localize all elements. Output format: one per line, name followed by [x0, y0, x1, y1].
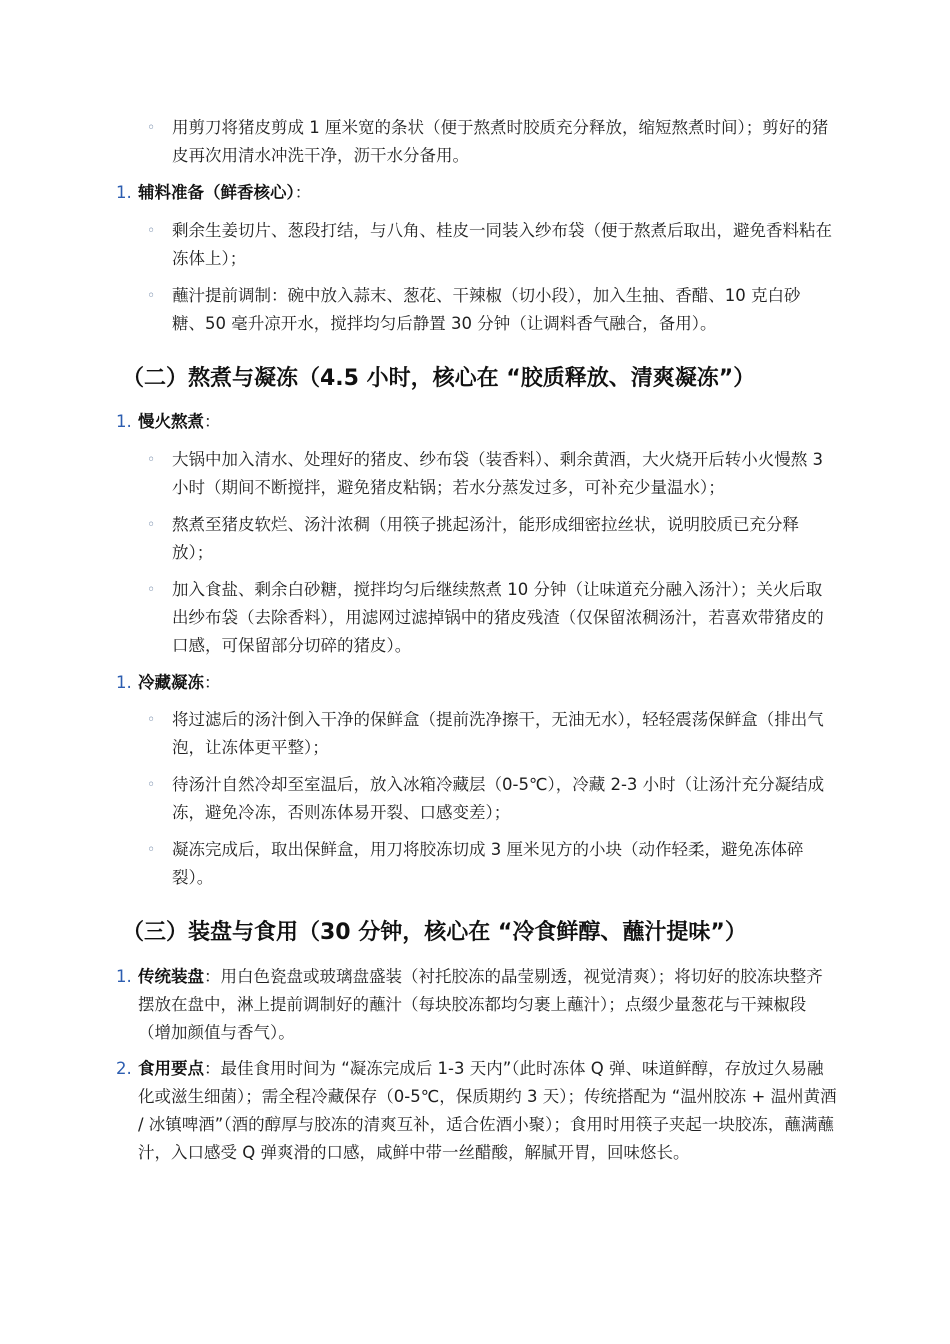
bullet-circle-icon: ◦ [147, 842, 156, 858]
bullet-circle-icon: ◦ [147, 777, 156, 793]
bullet-item [147, 836, 832, 892]
item-number: 1. [116, 673, 132, 692]
bullet-item [147, 282, 832, 338]
bullet-text: 待汤汁自然冷却至室温后，放入冰箱冷藏层（0-5℃），冷藏 2-3 小时（让汤汁充分凝结成冻，避免冷冻，否则冻体易开裂、口感变差）； [172, 775, 825, 822]
bullet-item [147, 114, 832, 170]
item-title: 慢火熬煮 [138, 412, 204, 431]
bullet-item [147, 217, 832, 273]
bullet-circle-icon: ◦ [147, 452, 156, 468]
section-heading: （三）装盘与食用（30 分钟，核心在 “冷食鲜醇、蘸汁提味”） [122, 920, 747, 945]
bullet-text: 加入食盐、剩余白砂糖，搅拌均匀后继续熬煮 10 分钟（让味道充分融入汤汁）；关火后取出纱布袋（去除香料），用滤网过滤掉锅中的猪皮残渣（仅保留浓稠汤汁，若喜欢带猪皮的口感，可保留部分切碎的猪皮）。 [172, 580, 824, 655]
item-text: ：最佳食用时间为 “凝冻完成后 1-3 天内”（此时冻体 Q 弹、味道鲜醇，存放过久易融化或滋生细菌）；需全程冷藏保存（0-5℃，保质期约 3 天）；传统搭配为 “温州胶冻 + 温州黄酒 / 冰镇啤酒”（酒的醇厚与胶冻的清爽互补，适合佐酒小聚）；食用时用筷子夹起一块胶冻，蘸满蘸汁，入口感受 Q 弹爽滑的口感，咸鲜中带一丝醋酸，解腻开胃，回味悠长。 [138, 1059, 837, 1162]
bullet-circle-icon: ◦ [147, 223, 156, 239]
item-colon: ： [204, 412, 221, 431]
item-number: 2. [116, 1059, 132, 1078]
bullet-circle-icon: ◦ [147, 582, 156, 598]
numbered-item [116, 669, 838, 697]
item-text: ：用白色瓷盘或玻璃盘盛装（衬托胶冻的晶莹剔透，视觉清爽）；将切好的胶冻块整齐摆放在盘中，淋上提前调制好的蘸汁（每块胶冻都均匀裹上蘸汁）；点缀少量葱花与干辣椒段（增加颜值与香气）。 [138, 967, 823, 1042]
bullet-circle-icon: ◦ [147, 288, 156, 304]
item-number: 1. [116, 967, 132, 986]
bullet-text: 蘸汁提前调制：碗中放入蒜末、葱花、干辣椒（切小段），加入生抽、香醋、10 克白砂糖、50 毫升凉开水，搅拌均匀后静置 30 分钟（让调料香气融合，备用）。 [172, 286, 801, 333]
bullet-item [147, 576, 832, 660]
item-title: 传统装盘 [138, 967, 204, 986]
bullet-text: 大锅中加入清水、处理好的猪皮、纱布袋（装香料）、剩余黄酒，大火烧开后转小火慢熬 3 小时（期间不断搅拌，避免猪皮粘锅；若水分蒸发过多，可补充少量温水）； [172, 450, 823, 497]
item-title: 冷藏凝冻 [138, 673, 204, 692]
item-title: 辅料准备（鲜香核心） [138, 183, 295, 202]
bullet-item [147, 511, 832, 567]
bullet-text: 剩余生姜切片、葱段打结，与八角、桂皮一同装入纱布袋（便于熬煮后取出，避免香料粘在冻体上）； [172, 221, 832, 268]
item-number: 1. [116, 183, 132, 202]
bullet-circle-icon: ◦ [147, 712, 156, 728]
item-title: 食用要点 [138, 1059, 204, 1078]
numbered-item [116, 1055, 838, 1167]
bullet-text: 凝冻完成后，取出保鲜盒，用刀将胶冻切成 3 厘米见方的小块（动作轻柔，避免冻体碎裂）。 [172, 840, 804, 887]
section-heading: （二）熬煮与凝冻（4.5 小时，核心在 “胶质释放、清爽凝冻”） [122, 366, 756, 391]
bullet-text: 将过滤后的汤汁倒入干净的保鲜盒（提前洗净擦干，无油无水），轻轻震荡保鲜盒（排出气泡，让冻体更平整）； [172, 710, 824, 757]
item-colon: ： [294, 183, 312, 202]
bullet-circle-icon: ◦ [147, 517, 156, 533]
bullet-item [147, 706, 832, 762]
bullet-text: 熬煮至猪皮软烂、汤汁浓稠（用筷子挑起汤汁，能形成细密拉丝状，说明胶质已充分释放）； [172, 515, 799, 562]
bullet-item [147, 446, 832, 502]
bullet-circle-icon: ◦ [147, 120, 156, 136]
item-number: 1. [116, 412, 132, 431]
bullet-item [147, 771, 832, 827]
bullet-text: 用剪刀将猪皮剪成 1 厘米宽的条状（便于熬煮时胶质充分释放，缩短熬煮时间）；剪好的猪皮再次用清水冲洗干净，沥干水分备用。 [172, 118, 829, 165]
numbered-item [116, 408, 838, 436]
item-colon: ： [204, 673, 221, 692]
numbered-item [116, 963, 838, 1047]
numbered-item [116, 179, 838, 207]
